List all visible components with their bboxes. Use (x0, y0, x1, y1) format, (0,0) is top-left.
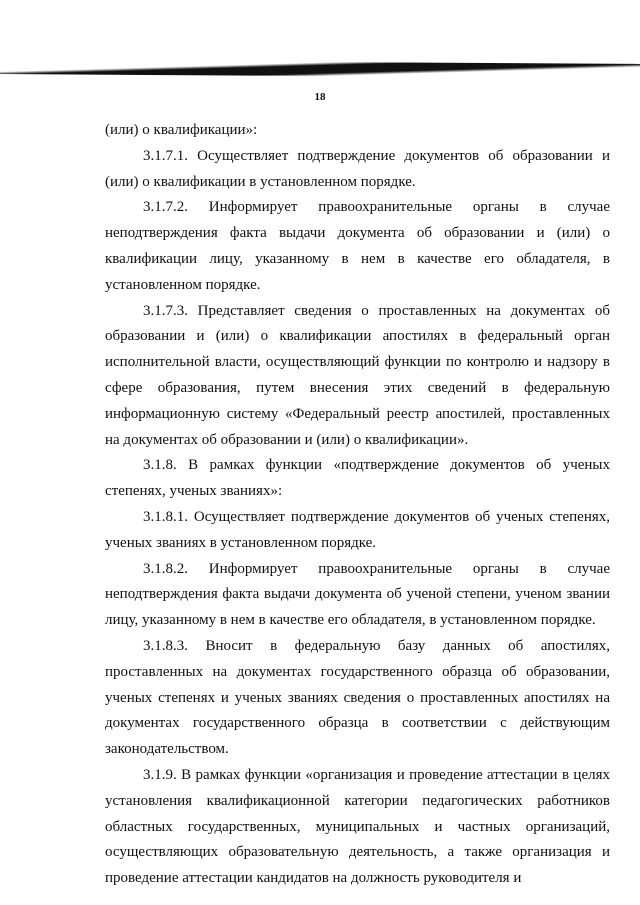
paragraph-3-1-7-2: 3.1.7.2. Информирует правоохранительные органы в случае неподтверждения факта выдачи документа об образовании и (или) о квалификации лицу, указанному в нем в качестве его обладателя, в установленном порядке. (105, 199, 610, 293)
header-rule (0, 60, 640, 78)
paragraph-3-1-7-1: 3.1.7.1. Осуществляет подтверждение документов об образовании и (или) о квалификации в установленном порядке. (105, 147, 610, 190)
document-body (105, 118, 610, 892)
paragraph-3-1-8-3: 3.1.8.3. Вносит в федеральную базу данных об апостилях, проставленных на документах государственного образца об образовании, ученых степенях и ученых званиях сведения о проставленных апостилях на документах государственного образца в соответствии с действующим законодательством. (105, 637, 610, 758)
paragraph-3-1-8: 3.1.8. В рамках функции «подтверждение документов об ученых степенях, ученых званиях»: (105, 457, 610, 500)
paragraph-3-1-9: 3.1.9. В рамках функции «организация и проведение аттестации в целях установления квалификационной категории педагогических работников областных государственных, муниципальных и частных организаций, осуществляющих образовательную деятельность, а также организация и проведение аттестации кандидатов на должность руководителя и (105, 766, 610, 887)
paragraph-continuation: (или) о квалификации»: (105, 122, 258, 138)
paragraph-3-1-8-1: 3.1.8.1. Осуществляет подтверждение документов об ученых степенях, ученых званиях в установленном порядке. (105, 508, 610, 551)
paragraph-3-1-8-2: 3.1.8.2. Информирует правоохранительные органы в случае неподтверждения факта выдачи документа об ученой степени, ученом звании лицу, указанному в нем в качестве его обладателя, в установленном порядке. (105, 560, 610, 629)
paragraph-3-1-7-3: 3.1.7.3. Представляет сведения о проставленных на документах об образовании и (или) о квалификации апостилях в федеральный орган исполнительной власти, осуществляющий функции по контролю и надзору в сфере образования, путем внесения этих сведений в федеральную информационную систему «Федеральный реестр апостилей, проставленных на документах об образовании и (или) о квалификации». (105, 302, 610, 448)
page-number: 18 (314, 91, 326, 103)
